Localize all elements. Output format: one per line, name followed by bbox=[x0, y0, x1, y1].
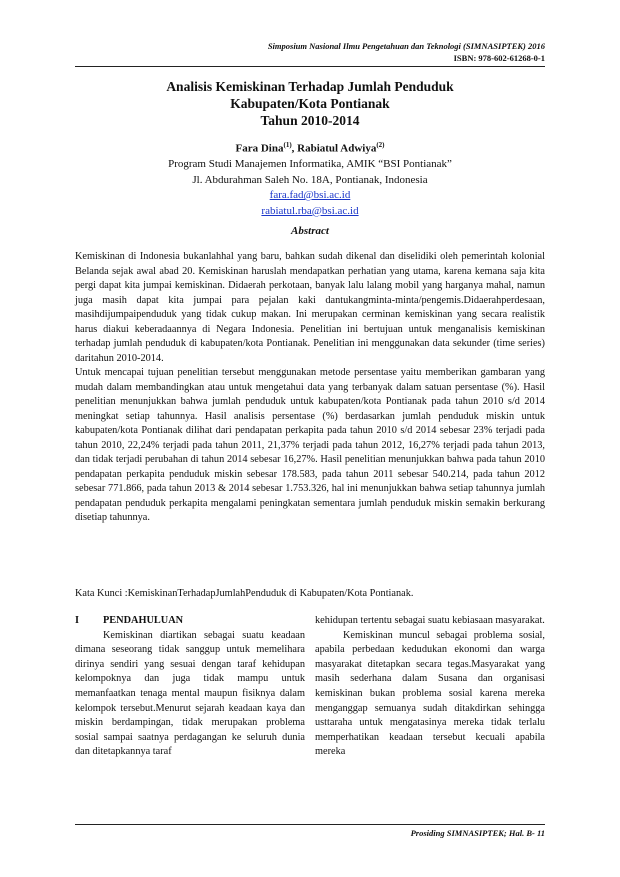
section-title: PENDAHULUAN bbox=[103, 615, 184, 626]
email-link-2[interactable]: rabiatul.rba@bsi.ac.id bbox=[261, 204, 359, 217]
right-column bbox=[315, 614, 545, 760]
author-1-sup: (1) bbox=[283, 141, 292, 149]
left-column bbox=[75, 614, 305, 760]
section-number: I bbox=[75, 615, 80, 626]
intro-paragraph-continued: kehidupan tertentu sebagai suatu kebiasaan masyarakat. bbox=[315, 615, 545, 626]
author-names bbox=[75, 138, 545, 157]
abstract-paragraph-2: Untuk mencapai tujuan penelitian tersebut menggunakan metode persentase yaitu memberikan gambaran yang mudah dalam membandingkan atau untuk mengetahui data yang terbanyak dalam satuan persentase (%). Hasil penelitian menunjukkan bahwa jumlah penduduk untuk kabupaten/kota Pontianak pada tahun 2010 s/d 2014 meningkat setiap tahunnya. Hasil analisis persentase (%) berdasarkan jumlah penduduk miskin untuk kabupaten/kota Pontianak dilihat dari pendapatan perkapita pada tahun 2010 s/d 2014 sebesar 23% terjadi pada tahun 2010, 22,24% terjadi pada tahun 2011, 21,37% terjadi pada tahun 2012, 16,27% terjadi pada tahun 2013, dan tidak terjadi perubahan di tahun 2014 sebesar 16,27%. Hasil penelitian menunjukkan bahwa pada tahun 2010 pendapatan perkapita penduduk miskin sebesar 178.583, pada tahun 2011 sebesar 540.214, pada tahun 2012 sebesar 771.866, pada tahun 2013 & 2014 sebesar 1.753.326, hal ini menunjukkan bahwa setiap tahunnya jumlah pendapatan penduduk perkapita mengalami peningkatan sementara jumlah penduduk miskin semakin berkurang disetiap tahunnya. bbox=[75, 367, 545, 523]
author-2-sup: (2) bbox=[376, 141, 385, 149]
paper-title bbox=[75, 78, 545, 129]
footer-rule bbox=[75, 824, 545, 825]
section-heading bbox=[75, 614, 305, 629]
title-line-3: Tahun 2010-2014 bbox=[260, 113, 360, 128]
title-line-2: Kabupaten/Kota Pontianak bbox=[230, 96, 390, 111]
running-header bbox=[268, 40, 545, 64]
intro-paragraph-1: Kemiskinan diartikan sebagai suatu keadaan dimana seseorang tidak sanggup untuk memelihara dirinya sendiri yang sesuai dengan taraf kehidupan kelompoknya dan juga tidak mampu untuk memanfaatkan tenaga mental maupun fisiknya dalam kelompok tersebut.Menurut sejarah keadaan kaya dan miskin berdampingan, tidak merupakan problema sosial sampai saatnya perdagangan ke seluruh dunia dan ditetapkannya taraf bbox=[75, 629, 305, 758]
address: Jl. Abdurahman Saleh No. 18A, Pontianak, Indonesia bbox=[192, 173, 428, 186]
abstract-paragraph-1: Kemiskinan di Indonesia bukanlahhal yang baru, bahkan sudah dikenal dan diselidiki oleh pemerintah kolonial Belanda sejak awal abad 20. Kemiskinan haruslah mendapatkan perhatian yang utama, karena kemana saja kita pergi dapat kita jumpai kemiskinan. Didaerah perkotaan, banyak lalu lalang mobil yang harganya mahal, namun juga masih dapat kita jumpai para pejalan kaki dantukangminta-minta/pengemis.Didaerahperdesaan, masihdijumpaipenduduk yang tidak cukup makan. Ini merupakan cerminan kemiskinan yang secara realistik harus diakui keberadaannya di Negara Indonesia. Penelitian ini bertujuan untuk menganalisis kemiskinan terhadap jumlah penduduk di kabupaten/kota Pontianak. Penelitian ini menggunakan data sekunder (time series) daritahun 2010-2014. bbox=[75, 251, 545, 364]
header-rule bbox=[75, 66, 545, 67]
abstract-heading: Abstract bbox=[291, 225, 329, 237]
author-2: Rabiatul Adwiya bbox=[297, 142, 377, 155]
email-link-1[interactable]: fara.fad@bsi.ac.id bbox=[269, 189, 351, 202]
author-block bbox=[75, 138, 545, 219]
author-1: Fara Dina bbox=[235, 142, 284, 155]
page-footer: Prosiding SIMNASIPTEK; Hal. B- 11 bbox=[410, 828, 545, 838]
intro-paragraph-2: Kemiskinan muncul sebagai problema sosial, apabila perbedaan kedudukan ekonomi dan warga masyarakat ditetapkan secara tegas.Masyarakat yang masih sederhana dalam Susana dan organisasi kemiskinan bukan problema sosial karena mereka menganggap semuanya sudah ditakdirkan sehingga usttaraha untuk mengatasinya mereka tidak terlalu memperhatikan keadaan tersebut kecuali apabila mereka bbox=[315, 629, 545, 758]
keywords: Kata Kunci :KemiskinanTerhadapJumlahPenduduk di Kabupaten/Kota Pontianak. bbox=[75, 588, 414, 599]
title-line-1: Analisis Kemiskinan Terhadap Jumlah Penduduk bbox=[166, 79, 454, 94]
isbn: ISBN: 978-602-61268-0-1 bbox=[453, 53, 545, 63]
author-separator: , bbox=[291, 142, 298, 155]
affiliation: Program Studi Manajemen Informatika, AMIK “BSI Pontianak” bbox=[168, 158, 452, 171]
abstract-body bbox=[75, 250, 545, 526]
journal-name: Simposium Nasional Ilmu Pengetahuan dan Teknologi (SIMNASIPTEK) 2016 bbox=[267, 41, 545, 51]
